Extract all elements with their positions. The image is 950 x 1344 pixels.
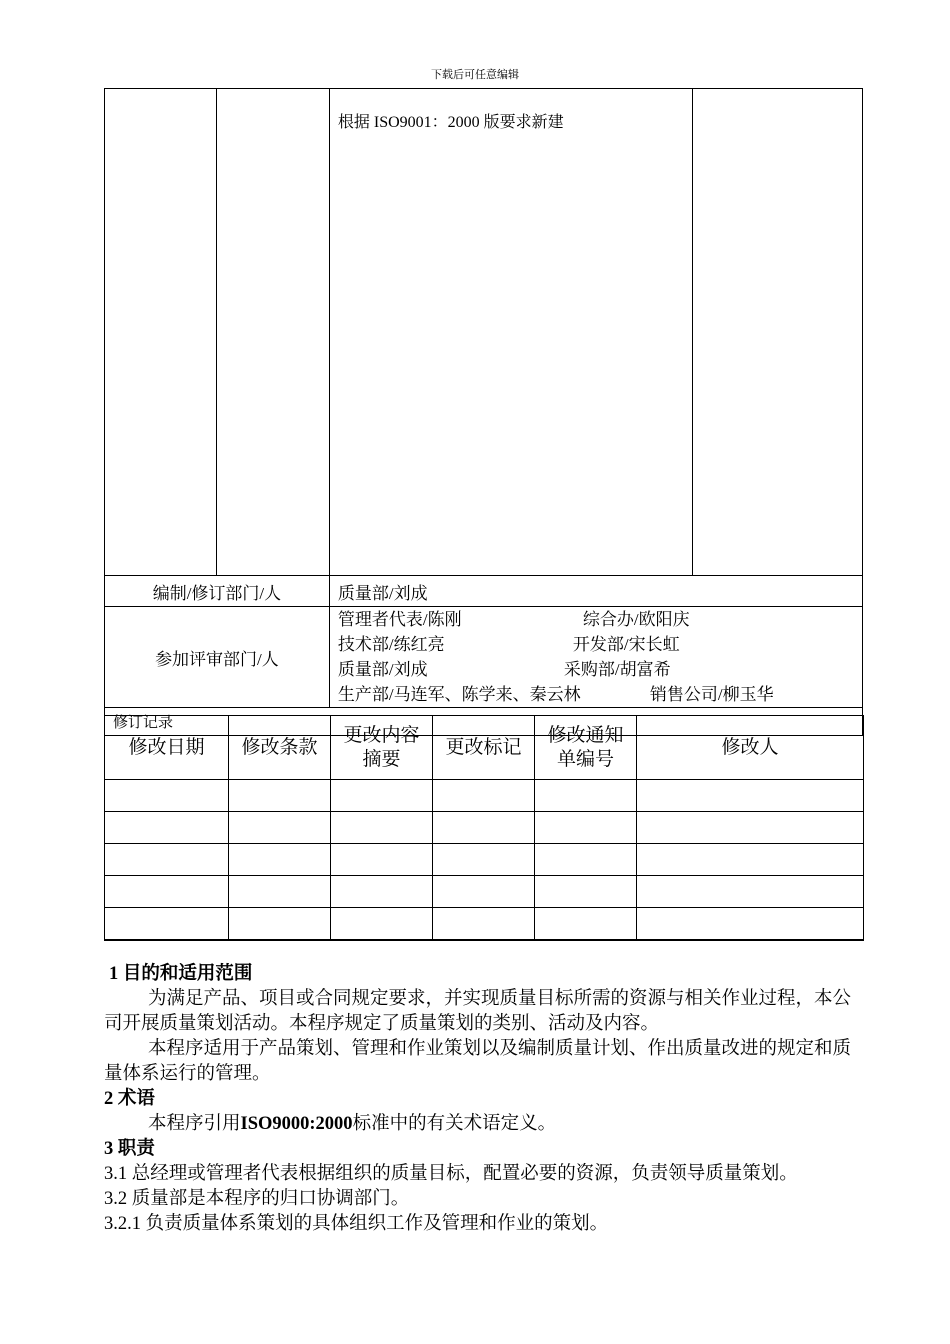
table-row — [105, 812, 864, 844]
review-line — [338, 632, 862, 657]
reviewer: 管理者代表/陈刚 — [337, 610, 462, 629]
reviewer: 采购部/胡富希 — [563, 660, 671, 679]
reviewer: 技术部/练红亮 — [337, 635, 445, 654]
clause-3-2-1: 3.2.1 负责质量体系策划的具体组织工作及管理和作业的策划。 — [104, 1214, 609, 1234]
reviewer: 生产部/马连军、陈学来、秦云林 — [337, 685, 581, 704]
col-header-date: 修改日期 — [105, 716, 229, 780]
section-1-paragraph: 本程序适用于产品策划、管理和作业策划以及编制质量计划、作出质量改进的规定和质量体系运行的管理。 — [104, 1039, 852, 1084]
col-header-notice-no: 修改通知 单编号 — [535, 716, 637, 780]
col-header-modifier: 修改人 — [637, 716, 864, 780]
review-line — [338, 607, 862, 632]
reviewer: 综合办/欧阳庆 — [582, 610, 690, 629]
section-1-paragraph: 为满足产品、项目或合同规定要求，并实现质量目标所需的资源与相关作业过程，本公司开展质量策划活动。本程序规定了质量策划的类别、活动及内容。 — [104, 989, 852, 1034]
review-list — [329, 607, 862, 708]
header-note: 下载后可任意编辑 — [431, 69, 519, 81]
revision-header-row — [105, 716, 864, 780]
blank-cell — [693, 89, 863, 576]
table-row — [105, 876, 864, 908]
document-body — [104, 962, 864, 1237]
reviewer: 开发部/宋长虹 — [572, 635, 680, 654]
col-header-mark: 更改标记 — [433, 716, 535, 780]
reviewer: 销售公司/柳玉华 — [649, 685, 774, 704]
reviewer: 质量部/刘成 — [337, 660, 428, 679]
document-control-table — [104, 88, 863, 736]
review-line — [338, 657, 862, 682]
section-1-title: 1 目的和适用范围 — [109, 964, 253, 984]
clause-3-2: 3.2 质量部是本程序的归口协调部门。 — [104, 1189, 410, 1209]
revision-record-table — [104, 715, 864, 941]
editor-label: 编制/修订部门/人 — [105, 576, 330, 607]
table-row — [105, 844, 864, 876]
review-label: 参加评审部门/人 — [105, 607, 330, 708]
blank-cell — [105, 89, 217, 576]
section-2-title: 2 术语 — [104, 1089, 155, 1109]
col-header-clause: 修改条款 — [229, 716, 331, 780]
table-row — [105, 780, 864, 812]
editor-value: 质量部/刘成 — [329, 576, 862, 607]
blank-cell — [217, 89, 329, 576]
section-2-paragraph: 本程序引用ISO9000:2000标准中的有关术语定义。 — [148, 1114, 557, 1134]
clause-3-1: 3.1 总经理或管理者代表根据组织的质量目标，配置必要的资源，负责领导质量策划。 — [104, 1164, 798, 1184]
table-row — [105, 908, 864, 941]
basis-text: 根据 ISO9001：2000 版要求新建 — [329, 89, 692, 576]
col-header-summary: 更改内容 摘要 — [331, 716, 433, 780]
section-3-title: 3 职责 — [104, 1139, 155, 1159]
review-line — [338, 682, 862, 707]
revision-caption: 修订记录 — [105, 708, 863, 736]
